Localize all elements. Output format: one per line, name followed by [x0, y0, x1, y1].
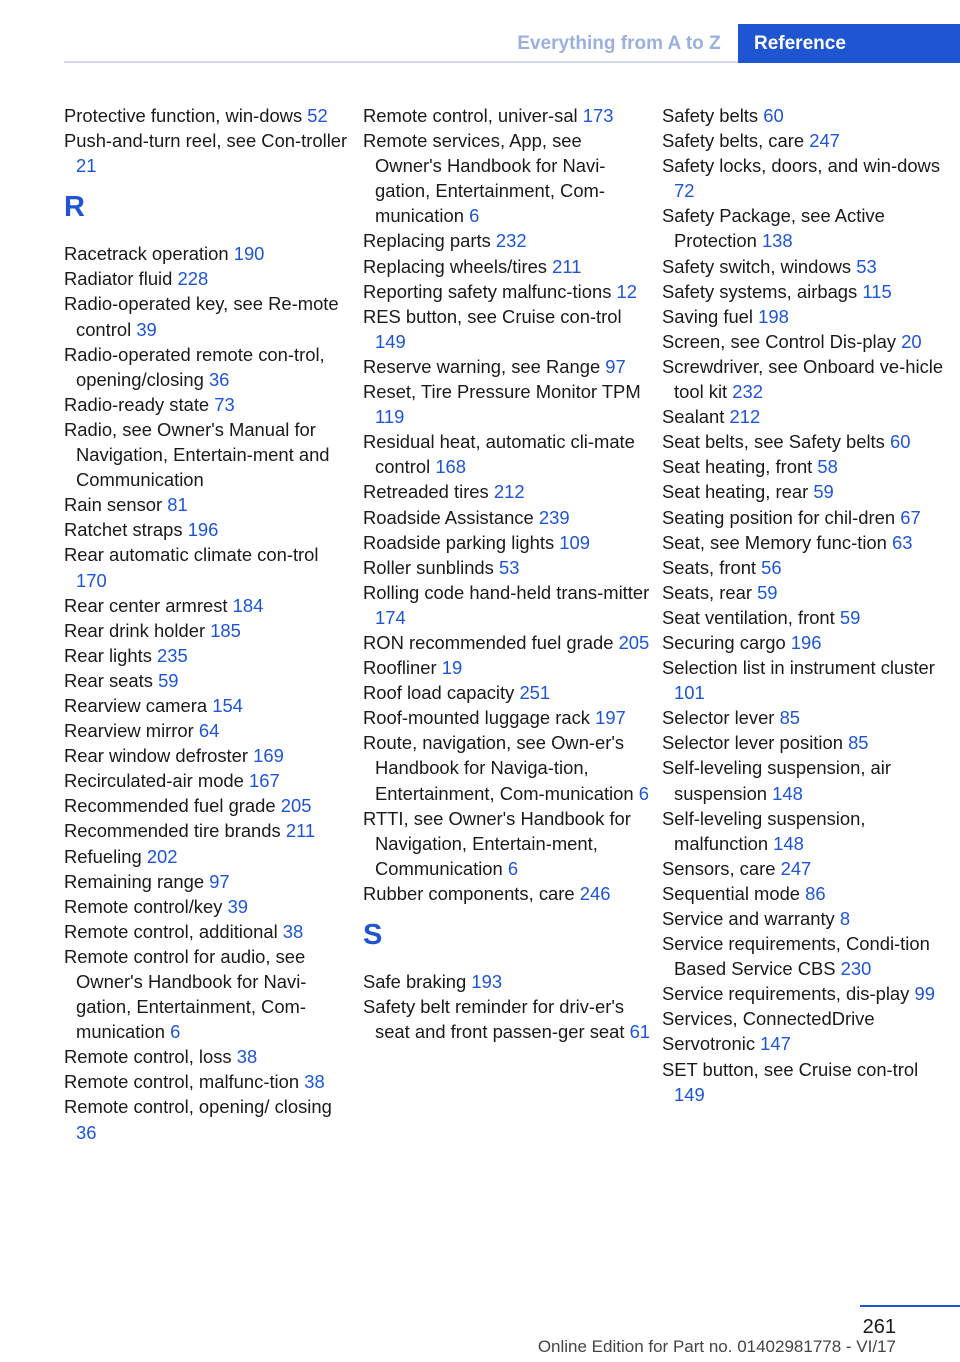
index-entry [363, 630, 653, 655]
index-page-link[interactable]: 38 [304, 1071, 325, 1093]
index-entry-term: Seats, rear [662, 581, 752, 603]
index-page-link[interactable]: 196 [790, 631, 822, 653]
index-entry-term: Reset, Tire Pressure Monitor TPM [363, 381, 641, 403]
index-entry [363, 128, 653, 228]
index-entry [64, 542, 354, 592]
index-page-link[interactable]: 59 [813, 481, 834, 503]
index-entry-term: Remote control for audio, see Owner's Handbook for Navi-gation, Entertainment, Com-munication [64, 945, 307, 1043]
index-entry-term: Recirculated-air mode [64, 770, 244, 792]
page-number: 261 [862, 1316, 896, 1338]
index-entry-term: RON recommended fuel grade [363, 631, 614, 653]
index-page-link[interactable]: 251 [519, 682, 551, 704]
index-entry-term: Self-leveling suspension, malfunction [662, 807, 866, 854]
index-entry-term: Rearview mirror [64, 720, 194, 742]
index-page-link[interactable]: 36 [208, 368, 230, 390]
index-entry [363, 379, 653, 429]
index-entry-term: Safety belts, care [662, 130, 805, 152]
index-entry-term: Radio, see Owner's Manual for Navigation, Entertain-ment and Communication [64, 418, 330, 491]
index-entry [363, 806, 653, 881]
index-entry-term: Replacing parts [363, 230, 491, 252]
index-entry-term: Rolling code hand-held trans-mitter [363, 581, 650, 603]
index-page-link[interactable]: 73 [214, 393, 235, 415]
index-entry [64, 417, 354, 492]
index-entry [662, 479, 954, 504]
index-entry [64, 103, 354, 128]
index-entry-term: Seats, front [662, 556, 757, 578]
index-entry-term: Reporting safety malfunc-tions [363, 280, 612, 302]
index-entry-term: Safety belts [662, 105, 759, 126]
index-entry-term: Rear center armrest [64, 594, 228, 616]
index-entry [662, 1031, 954, 1056]
index-entry-term: Service requirements, dis-play [662, 983, 910, 1005]
index-page-link[interactable]: 212 [729, 406, 761, 428]
index-entry-term: Saving fuel [662, 305, 753, 327]
index-entry-term: Safety locks, doors, and win-dows [662, 155, 941, 177]
index-entry [64, 618, 354, 643]
index-entry-term: Servotronic [662, 1033, 756, 1055]
index-page-link[interactable]: 174 [375, 606, 406, 628]
index-letter-heading: S [363, 919, 383, 951]
index-entry-term: Remote control, univer-sal [363, 105, 578, 126]
index-page-link[interactable]: 38 [236, 1046, 258, 1068]
index-entry-term: Seat, see Memory func-tion [662, 531, 887, 553]
index-entry-term: Securing cargo [662, 631, 786, 653]
index-entry [363, 655, 653, 680]
index-page-link[interactable]: 72 [674, 180, 695, 202]
index-entry [662, 454, 954, 479]
index-page-link[interactable]: 115 [862, 280, 892, 302]
index-page-link[interactable]: 205 [618, 631, 650, 653]
index-entry [662, 755, 954, 805]
index-entry-term: Services, ConnectedDrive [662, 1008, 875, 1030]
header-section-title: Everything from A to Z [517, 32, 721, 54]
index-entry-term: RES button, see Cruise con-trol [363, 305, 622, 327]
index-entry-term: Refueling [64, 845, 142, 867]
index-entry [662, 555, 954, 580]
index-entry-term: Selector lever [662, 707, 775, 729]
index-entry [64, 668, 354, 693]
index-page-link[interactable]: 36 [76, 1121, 97, 1143]
index-page-link[interactable]: 6 [170, 1021, 181, 1043]
index-page-link[interactable]: 59 [757, 581, 778, 603]
index-entry-term: Self-leveling suspension, air suspension [662, 757, 891, 804]
index-entry [363, 505, 653, 530]
index-entry [363, 680, 653, 705]
index-entry [64, 392, 354, 417]
index-entry [64, 128, 354, 178]
index-page-link[interactable]: 148 [773, 832, 804, 854]
index-entry-term: Rain sensor [64, 494, 163, 516]
index-entry-term: Radio-operated key, see Re-mote control [64, 293, 339, 340]
index-entry-term: Sealant [662, 406, 725, 428]
index-page-link[interactable]: 39 [136, 318, 157, 340]
index-entry [662, 254, 954, 279]
index-page-link[interactable]: 6 [507, 857, 519, 879]
index-page-link[interactable]: 202 [146, 845, 178, 867]
index-entry-term: Residual heat, automatic cli-mate control [363, 431, 635, 478]
index-column-1 [64, 103, 354, 1145]
index-page-link[interactable]: 170 [76, 569, 107, 591]
index-page-link[interactable]: 228 [177, 268, 209, 290]
index-page-link[interactable]: 20 [901, 330, 922, 352]
index-entry [662, 1057, 954, 1107]
index-entry-term: Seat belts, see Safety belts [662, 431, 885, 453]
index-entry [64, 894, 354, 919]
index-entry [662, 630, 954, 655]
index-page-link[interactable]: 119 [375, 406, 405, 428]
index-entry-term: Rear seats [64, 669, 153, 691]
index-entry [64, 768, 354, 793]
index-page-link[interactable]: 232 [732, 381, 763, 403]
index-entry-term: Remote control, malfunc-tion [64, 1071, 300, 1093]
index-page-link[interactable]: 67 [900, 506, 921, 528]
index-entry-term: Radio-ready state [64, 393, 210, 415]
index-entry-term: Push-and-turn reel, see Con-troller [64, 130, 348, 152]
index-entry-term: Seat heating, front [662, 456, 813, 478]
index-page-link[interactable]: 167 [249, 770, 280, 792]
index-entry [662, 404, 954, 429]
index-entry-term: Remote control/key [64, 895, 223, 917]
index-entry-term: Roof load capacity [363, 682, 515, 704]
index-entry [363, 994, 653, 1044]
index-entry-term: Seating position for chil-dren [662, 506, 896, 528]
index-page-link[interactable]: 60 [890, 431, 911, 453]
index-page-link[interactable]: 59 [158, 669, 179, 691]
index-entry-term: Safe braking [363, 971, 467, 992]
index-page-link[interactable]: 190 [233, 243, 265, 265]
index-entry-term: Safety switch, windows [662, 255, 852, 277]
index-entry-term: Radiator fluid [64, 268, 173, 290]
index-entry [662, 705, 954, 730]
index-entry [662, 906, 954, 931]
index-entry-term: Reserve warning, see Range [363, 355, 601, 377]
index-entry-term: Selection list in instrument cluster [662, 657, 935, 679]
index-entry [64, 342, 354, 392]
index-page-link[interactable]: 154 [212, 694, 243, 716]
index-entry [64, 818, 354, 843]
index-entry-term: Replacing wheels/tires [363, 255, 547, 277]
index-entry [662, 304, 954, 329]
index-entry [363, 279, 653, 304]
index-entry [662, 981, 954, 1006]
index-entry-term: Rubber components, care [363, 882, 575, 904]
index-entry [363, 479, 653, 504]
index-entry-term: Seat heating, rear [662, 481, 809, 503]
index-entry [662, 806, 954, 856]
index-entry-term: Seat ventilation, front [662, 606, 835, 628]
index-entry-term: Remote services, App, see Owner's Handbook for Navi-gation, Entertainment, Com-munication [363, 130, 606, 227]
index-entry-term: SET button, see Cruise con-trol [662, 1058, 919, 1080]
index-entry-term: Service requirements, Condi-tion Based Service CBS [662, 933, 930, 980]
index-entry [662, 203, 954, 253]
index-page-link[interactable]: 59 [839, 606, 861, 628]
index-page-link[interactable]: 169 [253, 745, 284, 767]
index-entry [662, 881, 954, 906]
index-page-link[interactable]: 185 [210, 619, 241, 641]
index-entry-term: Radio-operated remote con-trol, opening/closing [64, 343, 325, 390]
index-page-link[interactable]: 246 [579, 882, 611, 904]
index-page-link[interactable]: 81 [167, 494, 188, 516]
index-page-link[interactable]: 149 [375, 330, 406, 352]
index-entry [363, 254, 653, 279]
index-entry [662, 429, 954, 454]
index-entry [662, 580, 954, 605]
index-page-link[interactable]: 147 [760, 1033, 791, 1055]
index-entry [662, 856, 954, 881]
index-column-3 [662, 103, 954, 1107]
index-entry [64, 291, 354, 341]
index-entry [64, 1044, 354, 1069]
index-entry [64, 743, 354, 768]
index-page-link[interactable]: 97 [605, 355, 626, 377]
index-entry [662, 329, 954, 354]
index-entry [662, 730, 954, 755]
index-entry [64, 693, 354, 718]
index-entry [662, 153, 954, 203]
index-page-link[interactable]: 230 [840, 958, 872, 980]
index-letter-heading: R [64, 191, 85, 224]
index-entry [363, 730, 653, 805]
index-page-link[interactable]: 39 [227, 895, 249, 917]
index-entry-term: Rear lights [64, 644, 152, 666]
header-tab-reference: Reference [738, 24, 960, 63]
index-entry [363, 354, 653, 379]
index-entry [363, 304, 653, 354]
index-entry-term: Remaining range [64, 870, 205, 892]
index-entry-term: Roller sunblinds [363, 556, 494, 578]
index-entry [363, 881, 653, 906]
index-page-link[interactable]: 99 [914, 983, 935, 1005]
index-page-link[interactable]: 205 [280, 795, 312, 817]
index-entry-term: Roofliner [363, 657, 437, 679]
index-entry [64, 919, 354, 944]
index-entry [363, 530, 653, 555]
index-entry-term: Safety systems, airbags [662, 280, 858, 302]
index-entry-term: Service and warranty [662, 908, 835, 929]
index-page-link[interactable]: 148 [772, 782, 803, 804]
index-entry-term: Racetrack operation [64, 243, 229, 265]
index-entry [662, 279, 954, 304]
index-entry-term: Rearview camera [64, 694, 208, 716]
index-entry [363, 429, 653, 479]
index-entry-term: Remote control, additional [64, 920, 278, 942]
index-entry [64, 492, 354, 517]
index-entry [662, 655, 954, 705]
index-entry-term: Ratchet straps [64, 519, 183, 541]
index-entry [363, 228, 653, 253]
index-page-link[interactable]: 197 [595, 707, 626, 729]
index-page-link[interactable]: 149 [674, 1083, 705, 1105]
index-page-link[interactable]: 212 [493, 481, 525, 503]
index-entry [64, 793, 354, 818]
index-entry [662, 354, 954, 404]
index-page-link[interactable]: 86 [805, 882, 826, 904]
index-page-link[interactable]: 12 [616, 280, 637, 302]
index-entry-term: Recommended fuel grade [64, 795, 276, 817]
index-page-link[interactable]: 21 [76, 155, 97, 177]
index-page-link[interactable]: 198 [758, 305, 789, 327]
index-entry-term: Roadside Assistance [363, 506, 534, 528]
index-page-link[interactable]: 184 [232, 594, 264, 616]
index-entry-term: Safety Package, see Active Protection [662, 205, 885, 252]
index-entry-term: Sensors, care [662, 857, 776, 879]
index-column-2 [363, 103, 653, 1044]
index-page-link[interactable]: 193 [471, 971, 503, 992]
index-page-link[interactable]: 211 [285, 820, 316, 842]
index-page-link[interactable]: 85 [779, 707, 801, 729]
index-entry [662, 128, 954, 153]
index-page-link[interactable]: 58 [817, 456, 838, 478]
index-entry [64, 869, 354, 894]
index-entry-term: Route, navigation, see Own-er's Handbook for Naviga-tion, Entertainment, Com-munication [363, 732, 634, 804]
index-entry [363, 969, 653, 994]
index-page-link[interactable]: 101 [674, 682, 705, 704]
index-page-link[interactable]: 211 [552, 255, 582, 277]
index-entry-term: Rear automatic climate con-trol [64, 544, 319, 566]
index-entry [662, 530, 954, 555]
index-page-link[interactable]: 53 [856, 255, 877, 277]
index-entry [64, 593, 354, 618]
index-entry-term: Retreaded tires [363, 481, 489, 503]
index-page-link[interactable]: 52 [307, 105, 328, 126]
index-entry-term: Roof-mounted luggage rack [363, 707, 590, 729]
index-entry-term: Remote control, loss [64, 1046, 232, 1068]
index-entry-term: Screen, see Control Dis-play [662, 330, 897, 352]
index-page-link[interactable]: 239 [538, 506, 570, 528]
index-page-link[interactable]: 38 [282, 920, 304, 942]
index-page-link[interactable]: 235 [157, 644, 188, 666]
index-entry [64, 1069, 354, 1094]
index-page-link[interactable]: 60 [763, 105, 784, 126]
index-page-link[interactable]: 247 [809, 130, 840, 152]
index-page-link[interactable]: 6 [638, 782, 649, 804]
index-page-link[interactable]: 61 [629, 1021, 651, 1043]
index-entry [64, 643, 354, 668]
index-entry-term: Protective function, win-dows [64, 105, 303, 126]
index-entry [363, 705, 653, 730]
index-page-link[interactable]: 97 [209, 870, 230, 892]
index-page-link[interactable]: 85 [848, 732, 869, 754]
index-page-link[interactable]: 173 [582, 105, 614, 126]
index-entry [64, 517, 354, 542]
edition-note: Online Edition for Part no. 01402981778 - VI/17 [537, 1337, 896, 1356]
index-page-link[interactable]: 109 [559, 531, 590, 553]
index-page-link[interactable]: 247 [780, 857, 812, 879]
index-entry-term: Selector lever position [662, 732, 843, 754]
index-entry [363, 103, 653, 128]
index-entry [64, 844, 354, 869]
index-entry [662, 505, 954, 530]
index-page-link[interactable]: 64 [198, 720, 220, 742]
index-entry-term: Sequential mode [662, 882, 801, 904]
index-entry [363, 580, 653, 630]
index-page-link[interactable]: 8 [839, 908, 851, 929]
index-entry-term: Screwdriver, see Onboard ve-hicle tool kit [662, 355, 944, 403]
index-entry [64, 1094, 354, 1144]
index-entry [662, 1006, 954, 1031]
index-entry [64, 266, 354, 291]
index-entry-term: Rear window defroster [64, 745, 248, 767]
index-entry [662, 931, 954, 981]
index-page-link[interactable]: 19 [441, 657, 463, 679]
index-entry-term: RTTI, see Owner's Handbook for Navigation, Entertain-ment, Communication [363, 807, 631, 879]
index-entry-term: Roadside parking lights [363, 531, 555, 553]
index-entry [64, 944, 354, 1044]
index-page-link[interactable]: 53 [498, 556, 520, 578]
index-page-link[interactable]: 168 [435, 456, 467, 478]
index-entry-term: Remote control, opening/ closing [64, 1096, 332, 1118]
index-entry [64, 241, 354, 266]
index-page-link[interactable]: 56 [761, 556, 782, 578]
index-entry-term: Safety belt reminder for driv-er's seat and front passen-ger seat [363, 996, 625, 1043]
index-entry [662, 605, 954, 630]
index-page-link[interactable]: 196 [187, 519, 219, 541]
index-entry-term: Rear drink holder [64, 619, 206, 641]
index-page-link[interactable]: 6 [469, 205, 480, 227]
index-entry [662, 103, 954, 128]
index-page-link[interactable]: 138 [761, 230, 793, 252]
footer-rule [860, 1305, 960, 1307]
index-page-link[interactable]: 232 [495, 230, 527, 252]
index-entry [64, 718, 354, 743]
index-entry-term: Recommended tire brands [64, 820, 281, 842]
index-page-link[interactable]: 63 [892, 531, 913, 553]
index-entry [363, 555, 653, 580]
